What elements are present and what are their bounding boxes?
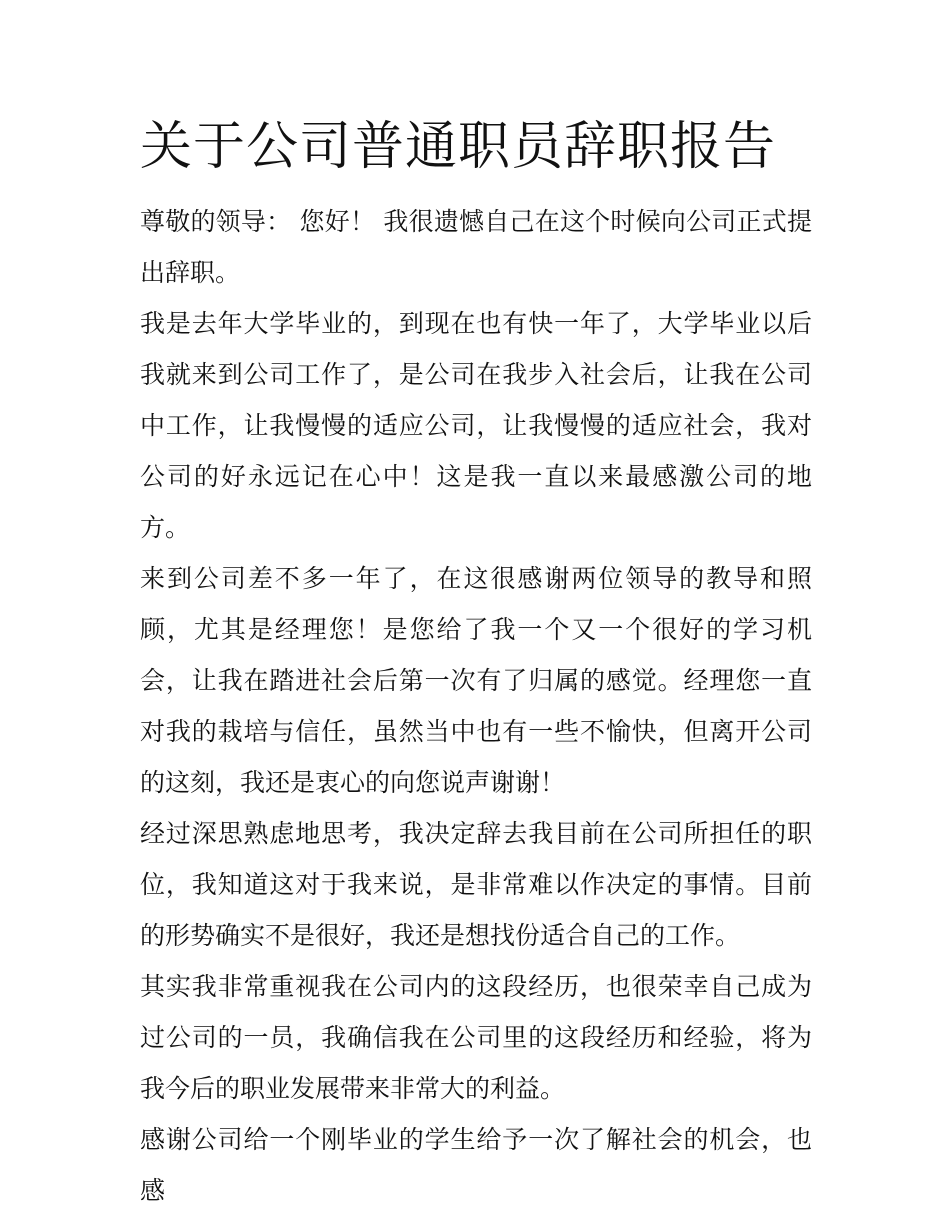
document-body — [140, 196, 812, 1216]
paragraph-thanks-leaders: 来到公司差不多一年了，在这很感谢两位领导的教导和照顾，尤其是经理您！是您给了我一个又一个很好的学习机会，让我在踏进社会后第一次有了归属的感觉。经理您一直对我的栽培与信任，虽然当中也有一些不愉快，但离开公司的这刻，我还是衷心的向您说声谢谢！ — [140, 564, 812, 797]
paragraph-greeting: 尊敬的领导： 您好！ 我很遗憾自己在这个时候向公司正式提出辞职。 — [140, 207, 812, 287]
paragraph-gratitude: 感谢公司给一个刚毕业的学生给予一次了解社会的机会，也感 — [140, 1125, 812, 1205]
paragraph-experience: 其实我非常重视我在公司内的这段经历，也很荣幸自己成为过公司的一员，我确信我在公司里的这段经历和经验，将为我今后的职业发展带来非常大的利益。 — [140, 972, 812, 1103]
document-title: 关于公司普通职员辞职报告 — [140, 117, 777, 177]
paragraph-decision: 经过深思熟虑地思考，我决定辞去我目前在公司所担任的职位，我知道这对于我来说，是非常难以作决定的事情。目前的形势确实不是很好，我还是想找份适合自己的工作。 — [140, 819, 812, 950]
paragraph-background: 我是去年大学毕业的，到现在也有快一年了，大学毕业以后我就来到公司工作了，是公司在我步入社会后，让我在公司中工作，让我慢慢的适应公司，让我慢慢的适应社会，我对公司的好永远记在心中！这是我一直以来最感激公司的地方。 — [140, 309, 812, 542]
